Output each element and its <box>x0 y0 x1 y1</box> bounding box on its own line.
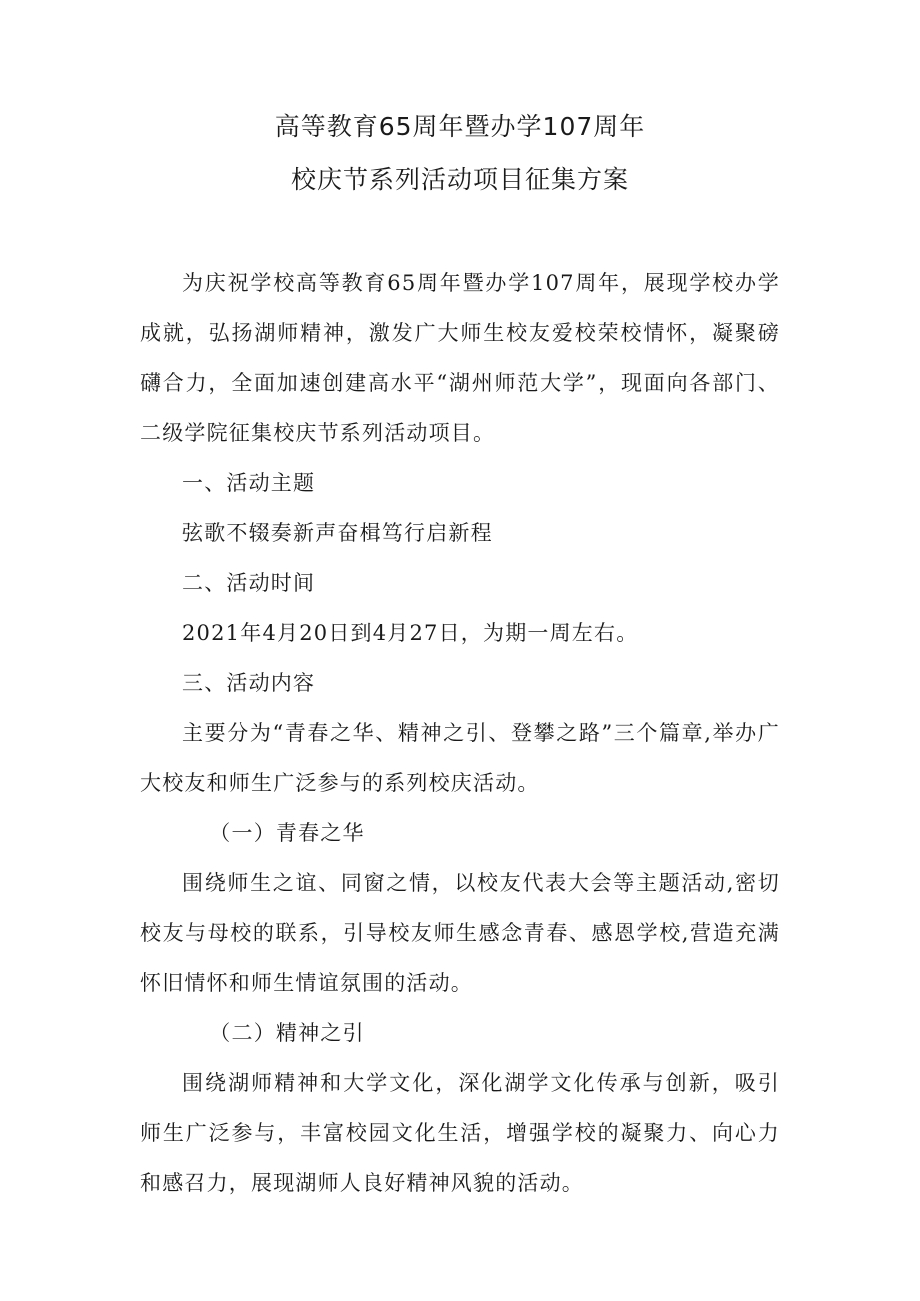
subsection-heading-spirit: （二）精神之引 <box>209 1021 365 1045</box>
document-title-line-1: 高等教育65周年暨办学107周年 <box>274 112 646 141</box>
time-text: 2021年4月20日到4月27日，为期一周左右。 <box>182 621 639 645</box>
document-body <box>140 258 780 1208</box>
spirit-paragraph: 围绕湖师精神和大学文化，深化湖学文化传承与创新，吸引师生广泛参与，丰富校园文化生活，增强学校的凝聚力、向心力和感召力，展现湖师人良好精神风貌的活动。 <box>140 1071 780 1195</box>
section-heading-content: 三、活动内容 <box>182 671 316 695</box>
document-title-line-2: 校庆节系列活动项目征集方案 <box>290 165 629 194</box>
theme-text: 弦歌不辍奏新声奋楫笃行启新程 <box>182 521 493 545</box>
section-heading-theme: 一、活动主题 <box>182 471 316 495</box>
youth-paragraph: 围绕师生之谊、同窗之情，以校友代表大会等主题活动,密切校友与母校的联系，引导校友师生感念青春、感恩学校,营造充满怀旧情怀和师生情谊氛围的活动。 <box>140 871 780 995</box>
subsection-heading-youth: （一）青春之华 <box>209 821 365 845</box>
intro-paragraph: 为庆祝学校高等教育65周年暨办学107周年，展现学校办学成就，弘扬湖师精神，激发广大师生校友爱校荣校情怀，凝聚磅礴合力，全面加速创建高水平“湖州师范大学”，现面向各部门、二级学院征集校庆节系列活动项目。 <box>140 271 780 445</box>
content-paragraph: 主要分为“青春之华、精神之引、登攀之路”三个篇章,举办广大校友和师生广泛参与的系列校庆活动。 <box>140 721 780 795</box>
section-heading-time: 二、活动时间 <box>182 571 316 595</box>
